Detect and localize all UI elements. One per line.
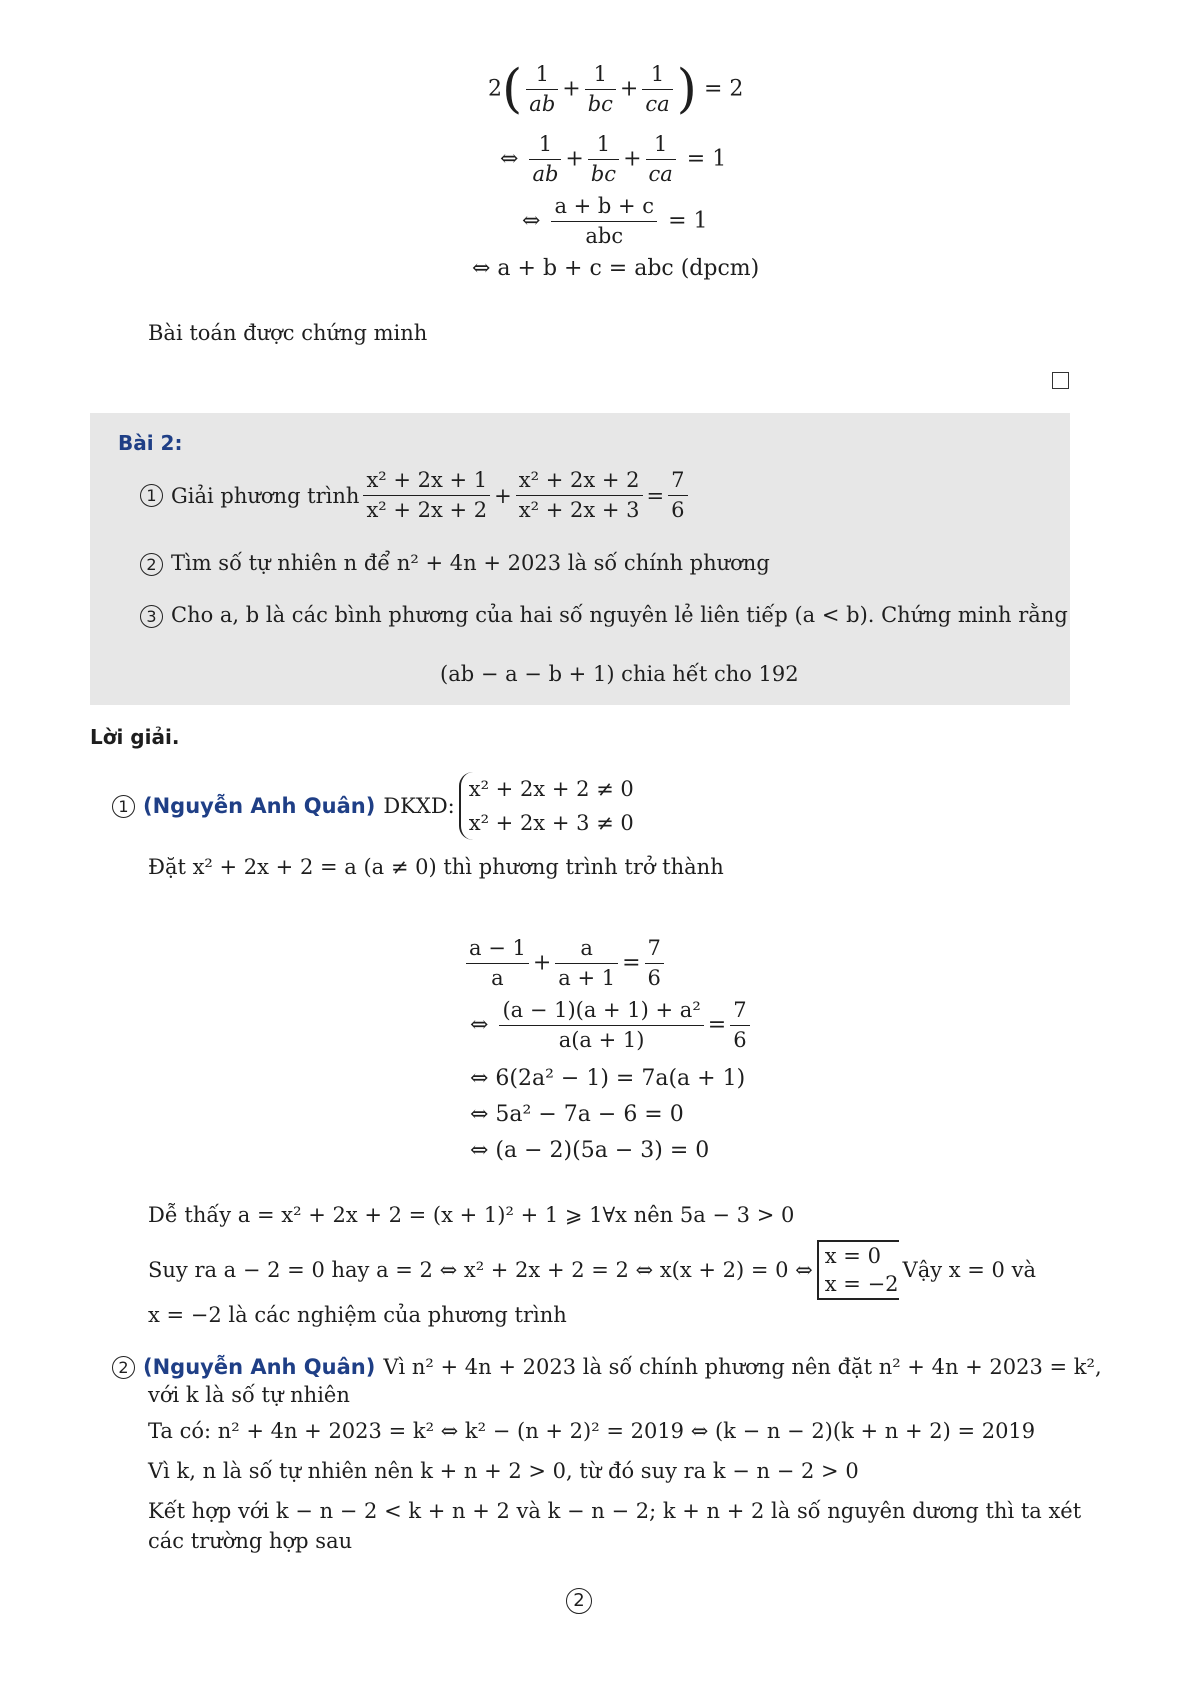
coefficient: 2 [488, 76, 502, 102]
denominator: 6 [647, 966, 661, 991]
denominator: 6 [671, 498, 685, 523]
item-text: Giải phương trình [171, 483, 360, 508]
circled-number: 3 [140, 605, 163, 628]
part-2-line-1: Vì n² + 4n + 2023 là số chính phương nên đặt n² + 4n + 2023 = k², [383, 1355, 1102, 1379]
denominator: 6 [733, 1028, 747, 1053]
solution-title: Lời giải. [90, 725, 180, 749]
rhs: = 1 [686, 146, 727, 172]
part-2-line-4: Vì k, n là số tự nhiên nên k + n + 2 > 0, từ đó suy ra k − n − 2 > 0 [148, 1459, 859, 1483]
numerator: a − 1 [466, 936, 529, 964]
problem-centered-line: (ab − a − b + 1) chia hết cho 192 [440, 662, 799, 686]
rhs: = 1 [668, 208, 708, 234]
note-2-conclusion: Vậy x = 0 và [902, 1258, 1036, 1282]
item-text: Tìm số tự nhiên n để n² + 4n + 2023 là số chính phương [171, 551, 770, 575]
frac-1-ab: $\frac{1}{ab}$ [529, 132, 561, 187]
iff-symbol: ⇔ [470, 1012, 489, 1038]
substitution-text: Đặt x² + 2x + 2 = a (a ≠ 0) thì phương trình trở thành [148, 855, 724, 879]
denominator: a [491, 966, 504, 991]
circled-number: 2 [140, 553, 163, 576]
solution-part-2-header [112, 1352, 1102, 1382]
frac-rhs [730, 998, 749, 1053]
part-2-line-3: Ta có: n² + 4n + 2023 = k² ⇔ k² − (n + 2)² = 2019 ⇔ (k − n − 2)(k + n + 2) = 2019 [148, 1419, 1036, 1443]
frac-1-ca: $\frac{1}{ca}$ [646, 132, 676, 187]
numerator: 7 [730, 998, 749, 1026]
case-bracket [817, 1240, 899, 1300]
solution-eq-4: ⇔ 5a² − 7a − 6 = 0 [470, 1102, 684, 1127]
dkxd-label: DKXD: [383, 794, 455, 818]
solution-eq-3: ⇔ 6(2a² − 1) = 7a(a + 1) [470, 1066, 746, 1091]
iff-symbol: ⇔ [500, 146, 519, 172]
condition-system [459, 772, 634, 840]
frac-a-minus-1-over-a [466, 936, 529, 991]
iff-symbol: ⇔ [522, 208, 541, 234]
numerator: 7 [668, 468, 687, 496]
page-number-circle: 2 [566, 1588, 592, 1614]
denominator: a + 1 [558, 966, 616, 991]
numerator: x² + 2x + 2 [516, 468, 643, 496]
case-2: x = −2 [824, 1272, 899, 1296]
author-name: (Nguyễn Anh Quân) [143, 794, 376, 818]
page-number [566, 1584, 600, 1614]
problem-title: Bài 2: [118, 431, 183, 455]
derivation-line-1: 2( $\frac{1}{ab}$ + $\frac{1}{bc}$ + $\frac{1}{ca}$ ) = 2 [488, 59, 744, 120]
problem-item-3 [140, 600, 1068, 630]
numerator: 7 [645, 936, 664, 964]
condition-2: x² + 2x + 3 ≠ 0 [468, 811, 634, 835]
numerator: x² + 2x + 1 [363, 468, 490, 496]
frac-1-ca: $\frac{1}{ca}$ [642, 62, 672, 117]
solution-eq-5: ⇔ (a − 2)(5a − 3) = 0 [470, 1138, 710, 1163]
frac-a-over-a-plus-1 [555, 936, 618, 991]
solution-eq-1: $\frac{a - 1}{a}$ + $\frac{a}{a + 1}$ = $\frac{7}{6}$ [462, 936, 668, 991]
note-1: Dễ thấy a = x² + 2x + 2 = (x + 1)² + 1 ⩾ 1∀x nên 5a − 3 > 0 [148, 1203, 795, 1227]
solution-eq-2: ⇔ $\frac{\text{(a − 1)(a + 1) + a²}}{a(a + 1)}$ = $\frac{7}{6}$ [470, 998, 754, 1053]
part-2-line-5: Kết hợp với k − n − 2 < k + n + 2 và k − n − 2; k + n + 2 là số nguyên dương thì ta xét [148, 1499, 1082, 1523]
condition-1: x² + 2x + 2 ≠ 0 [468, 777, 634, 801]
denominator: abc [585, 224, 624, 249]
circled-number: 1 [140, 484, 163, 507]
conclusion-text: Bài toán được chứng minh [148, 321, 428, 345]
circled-number: 1 [112, 795, 135, 818]
part-2-line-6: các trường hợp sau [148, 1529, 353, 1553]
derivation-line-4: ⇔ a + b + c = abc (dpcm) [472, 256, 760, 281]
numerator: a [555, 936, 618, 964]
denominator: a(a + 1) [558, 1028, 645, 1053]
frac-sum-over-abc [551, 194, 657, 249]
frac-1-bc: $\frac{1}{bc}$ [588, 132, 619, 187]
equation-rhs [668, 468, 687, 523]
derivation-line-2: ⇔ $\frac{1}{ab}$ + $\frac{1}{bc}$ + $\frac{1}{ca}$ = 1 [500, 132, 727, 187]
qed-square-icon [1052, 372, 1069, 389]
item-text: Cho a, b là các bình phương của hai số nguyên lẻ liên tiếp (a < b). Chứng minh rằng [171, 603, 1068, 627]
note-2-text: Suy ra a − 2 = 0 hay a = 2 ⇔ x² + 2x + 2 = 2 ⇔ x(x + 2) = 0 ⇔ [148, 1258, 813, 1282]
circled-number: 2 [112, 1356, 135, 1379]
problem-item-1: 1 Giải phương trình $\frac{\text{x² + 2x + 1}}{\text{x² + 2x + 2}}$ + $\frac{\text{x² + 2x + 2}}{\text{x² + 2x + 3}}$ = $\frac{7}{6}$ [140, 468, 692, 523]
numerator: a + b + c [551, 194, 657, 222]
derivation-line-3 [522, 194, 708, 249]
rhs: = 2 [703, 76, 744, 102]
frac-combined [499, 998, 703, 1053]
problem-item-2 [140, 548, 770, 578]
numerator: (a − 1)(a + 1) + a² [499, 998, 703, 1026]
note-3: x = −2 là các nghiệm của phương trình [148, 1303, 567, 1327]
equation-frac-2 [516, 468, 643, 523]
equation-frac-1 [363, 468, 490, 523]
denominator: x² + 2x + 2 [366, 498, 488, 523]
solution-part-1-header [112, 772, 634, 840]
denominator: x² + 2x + 3 [518, 498, 640, 523]
frac-1-ab: $\frac{1}{ab}$ [526, 62, 558, 117]
part-2-line-2: với k là số tự nhiên [148, 1383, 350, 1407]
frac-1-bc: $\frac{1}{bc}$ [585, 62, 616, 117]
author-name: (Nguyễn Anh Quân) [143, 1355, 376, 1379]
case-1: x = 0 [824, 1244, 881, 1268]
note-2 [148, 1240, 1036, 1300]
frac-rhs [645, 936, 664, 991]
